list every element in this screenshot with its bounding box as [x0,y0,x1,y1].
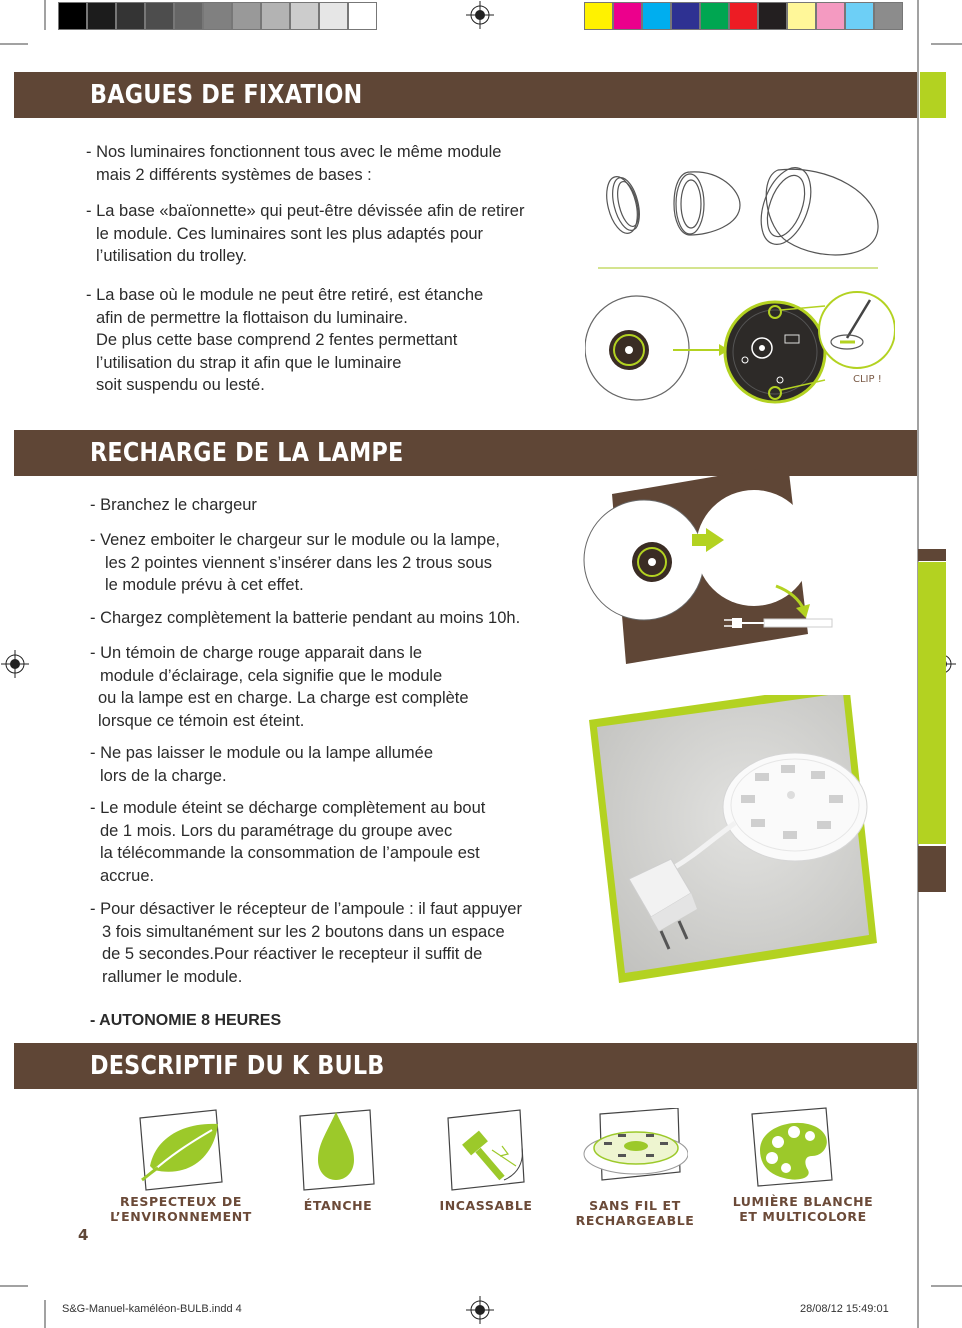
feature-label-lumiere [718,1194,888,1224]
text-line: les 2 pointes viennent s’insérer dans les 2 trous sous [105,553,493,572]
paragraph [90,742,433,787]
edge-tab-green-mid [918,562,946,844]
text-line: le module prévu à cet effet. [105,576,304,594]
text-line: de 5 secondes.Pour réactiver le recepteur il suffit de [102,945,483,963]
paragraph [90,494,257,517]
text-line: - Un témoin de charge rouge apparait dans le [90,644,423,662]
drop-icon [296,1108,378,1192]
text-line: le module. Ces luminaires sont les plus adaptés pour [96,224,484,243]
section-title-recharge: RECHARGE DE LA LAMPE [90,438,404,468]
text-line: - Nos luminaires fonctionnent tous avec le même module [86,143,502,161]
text-line: 3 fois simultanément sur les 2 boutons dans un espace [102,922,505,941]
paragraph [86,284,483,397]
text-line: - Chargez complètement la batterie pendant au moins 10h. [90,609,521,627]
text-line: De plus cette base comprend 2 fentes permettant [96,331,458,349]
text-line: INCASSABLE [439,1198,533,1213]
page-number: 4 [78,1226,89,1244]
text-line: RECHARGEABLE [575,1213,695,1228]
text-line: ÉTANCHE [303,1198,373,1213]
text-line: - Pour désactiver le récepteur de l’ampoule : il faut appuyer [90,900,522,918]
edge-tab-brown-small [918,549,946,561]
edge-tab-brown-bottom [918,846,946,892]
autonomy-note: - AUTONOMIE 8 HEURES [90,1012,282,1029]
text-line: - Le module éteint se décharge complètement au bout [90,799,486,817]
section-band-descriptif [14,1043,917,1089]
text-line: l’utilisation du strap it afin que le luminaire [96,353,402,372]
clip-label: CLIP ! [853,374,882,385]
text-line: de 1 mois. Lors du paramétrage du groupe avec [100,821,453,840]
paragraph [90,797,485,887]
text-line: LUMIÈRE BLANCHE [732,1194,874,1209]
section-title-fixation: BAGUES DE FIXATION [90,80,363,110]
section-band-fixation [14,72,917,118]
paragraph [90,607,520,630]
text-line: la télécommande la consommation de l’ampoule est [100,844,480,862]
text-line: - La base «baïonnette» qui peut-être dévissée afin de retirer [86,202,525,220]
bayonet-base-illustration [590,150,890,275]
section-title-descriptif: DESCRIPTIF DU K BULB [90,1051,385,1081]
hammer-icon [444,1108,528,1192]
text-line: - Venez emboiter le chargeur sur le module ou la lampe, [90,531,500,549]
footer-date: 28/08/12 15:49:01 [800,1303,889,1315]
text-line: ou la lampe est en charge. La charge est complète [98,689,469,707]
text-line: l’utilisation du trolley. [96,247,248,265]
text-line: L’ENVIRONNEMENT [110,1209,252,1224]
paragraph [86,141,501,186]
text-line: soit suspendu ou lesté. [96,376,265,394]
registration-mark-left [1,650,29,678]
text-line: rallumer le module. [102,967,243,986]
text-line: RESPECTEUX DE [120,1194,242,1209]
text-line: ET MULTICOLORE [739,1209,867,1224]
text-line: module d’éclairage, cela signifie que le module [100,666,443,685]
feature-label-etanche [278,1198,398,1213]
clip-base-illustration [585,290,895,405]
paragraph [90,898,522,988]
text-line: SANS FIL ET [589,1198,681,1213]
palette-icon [748,1106,838,1192]
charger-photo [585,695,885,965]
charging-diagram [582,462,842,670]
text-line: accrue. [100,866,155,885]
edge-tab-green-top [920,72,946,118]
registration-mark-bottom [466,1296,494,1324]
text-line: lorsque ce témoin est éteint. [98,711,305,730]
text-line: mais 2 différents systèmes de bases : [96,165,372,184]
charger-icon [582,1108,688,1192]
feature-label-environnement [96,1194,266,1224]
leaf-icon [136,1108,226,1192]
feature-label-incassable [426,1198,546,1213]
text-line: - Branchez le chargeur [90,496,257,514]
paragraph [90,529,500,597]
footer-filename: S&G-Manuel-kaméléon-BULB.indd 4 [62,1303,242,1315]
paragraph [86,200,524,268]
text-line: - Ne pas laisser le module ou la lampe allumée [90,744,434,762]
feature-label-sans-fil [560,1198,710,1228]
text-line: - La base où le module ne peut être retiré, est étanche [86,286,484,304]
paragraph [90,642,469,732]
text-line: afin de permettre la flottaison du luminaire. [96,308,408,327]
registration-mark-top [466,1,494,29]
text-line: lors de la charge. [100,766,227,785]
